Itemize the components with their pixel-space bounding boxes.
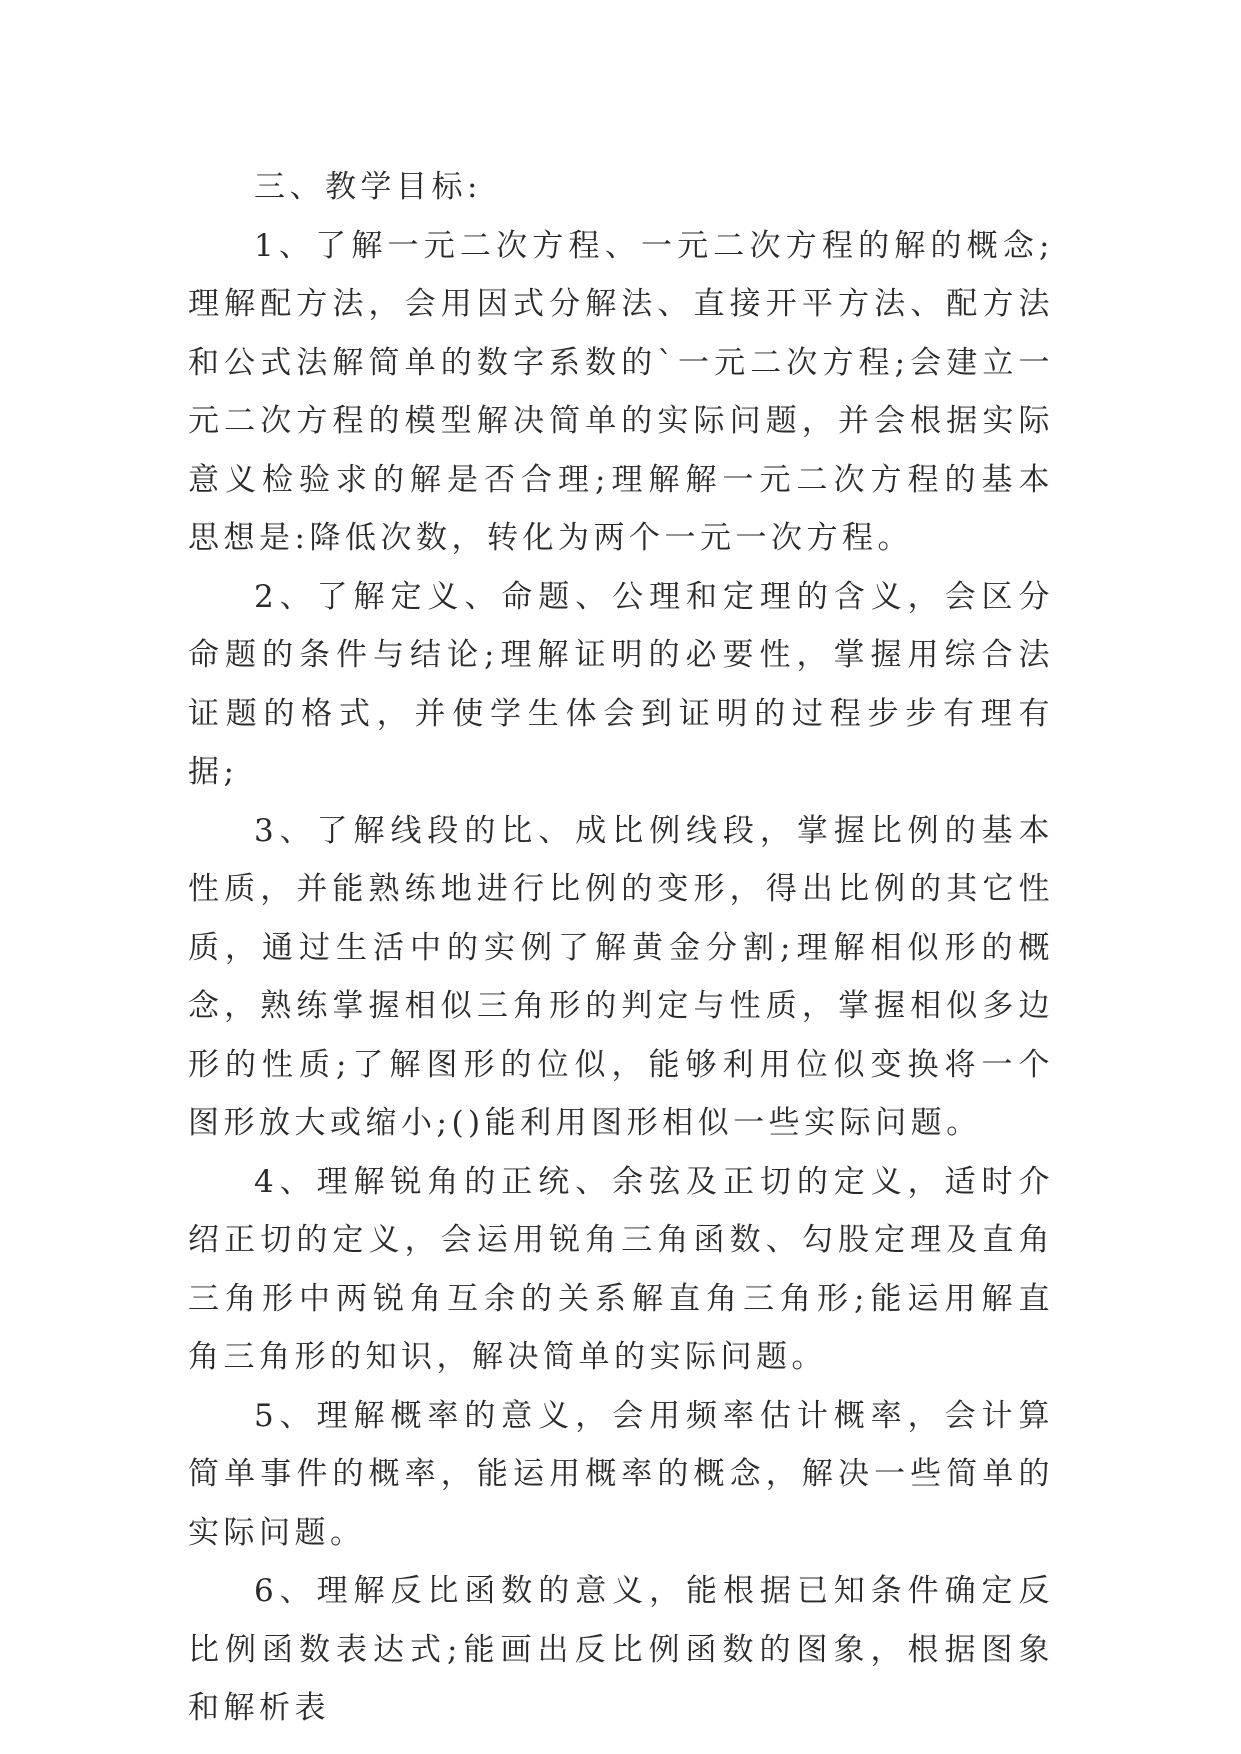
section-heading: 三、教学目标: bbox=[254, 169, 482, 205]
objective-paragraph-2: 2、了解定义、命题、公理和定理的含义，会区分命题的条件与结论;理解证明的必要性，掌握用综合法证题的格式，并使学生体会到证明的过程步步有理有据; bbox=[188, 578, 1054, 790]
document-body bbox=[188, 158, 1054, 1738]
objective-paragraph-4: 4、理解锐角的正统、余弦及正切的定义，适时介绍正切的定义，会运用锐角三角函数、勾股定理及直角三角形中两锐角互余的关系解直角三角形;能运用解直角三角形的知识，解决简单的实际问题。 bbox=[188, 1163, 1054, 1375]
objective-paragraph-6: 6、理解反比函数的意义，能根据已知条件确定反比例函数表达式;能画出反比例函数的图象，根据图象和解析表 bbox=[188, 1573, 1054, 1726]
objective-paragraph-5: 5、理解概率的意义，会用频率估计概率，会计算简单事件的概率，能运用概率的概念，解决一些简单的实际问题。 bbox=[188, 1397, 1054, 1551]
objective-paragraph-3: 3、了解线段的比、成比例线段，掌握比例的基本性质，并能熟练地进行比例的变形，得出比例的其它性质，通过生活中的实例了解黄金分割;理解相似形的概念，熟练掌握相似三角形的判定与性质，掌握相似多边形的性质;了解图形的位似，能够利用位似变换将一个图形放大或缩小;()能利用图形相似一些实际问题。 bbox=[188, 812, 1054, 1141]
objective-paragraph-1: 1、了解一元二次方程、一元二次方程的解的概念;理解配方法，会用因式分解法、直接开平方法、配方法和公式法解简单的数字系数的`一元二次方程;会建立一元二次方程的模型解决简单的实际问题，并会根据实际意义检验求的解是否合理;理解解一元二次方程的基本思想是:降低次数，转化为两个一元一次方程。 bbox=[188, 227, 1054, 556]
